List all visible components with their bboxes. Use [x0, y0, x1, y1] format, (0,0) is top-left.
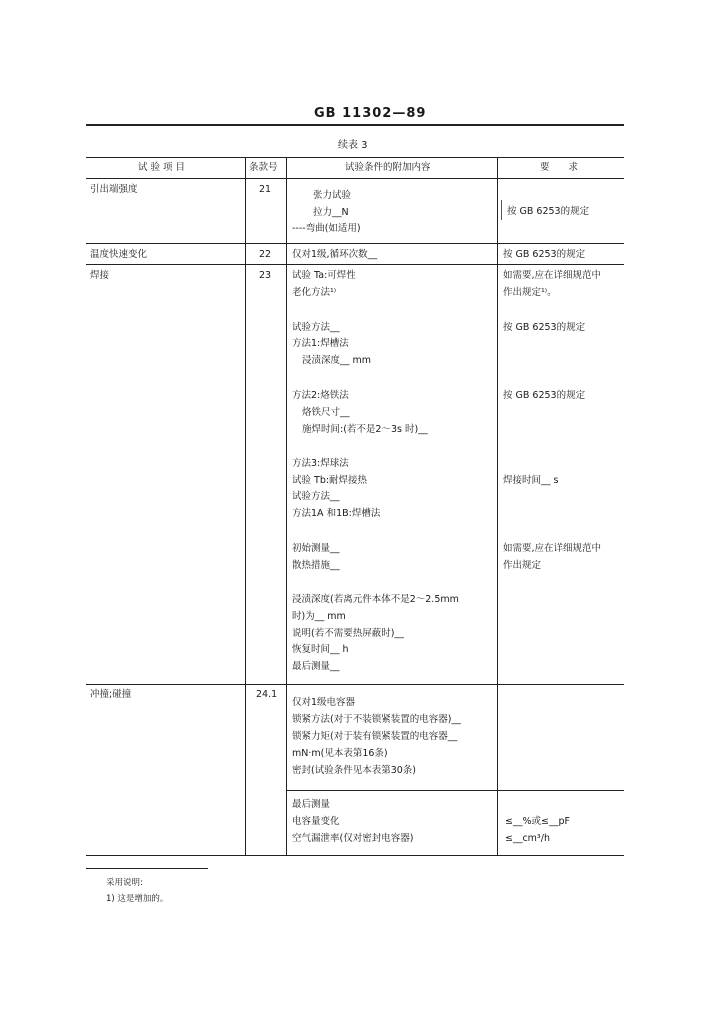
row2-cond-1: 仅对1级,循环次数__	[292, 249, 378, 260]
row3-cond-9: 方法3:焊球法	[292, 458, 349, 469]
row3-cond-19: 最后测量__	[292, 661, 340, 672]
row4-cond-6: 最后测量	[292, 799, 331, 810]
row4-cond-1: 仅对1级电容器	[292, 697, 356, 708]
row4-cond-7: 电容量变化	[292, 816, 340, 827]
row3-cond-8: 施焊时间:(若不是2～3s 时)__	[302, 424, 428, 435]
row3-cond-5: 浸渍深度__ mm	[302, 355, 372, 366]
row3-cond-10: 试验 Tb:耐焊接热	[292, 475, 368, 486]
row1-bracket	[501, 200, 505, 220]
col-divider-2	[286, 157, 287, 855]
row4-req-1: ≤__%或≤__pF	[505, 816, 570, 827]
row3-cond-13: 初始测量__	[292, 543, 340, 554]
row4-cond-5: 密封(试验条件见本表第30条)	[292, 765, 417, 776]
row3-req-4: 按 GB 6253的规定	[503, 390, 586, 401]
footnote-rule	[86, 868, 208, 869]
row4-cond-4: mN·m(见本表第16条)	[292, 748, 388, 759]
table-bottom-rule	[86, 855, 624, 856]
row3-req-3: 按 GB 6253的规定	[503, 322, 586, 333]
header-clause: 条款号	[249, 162, 278, 173]
col-divider-3	[497, 157, 498, 855]
row3-cond-18: 恢复时间__ h	[292, 644, 349, 655]
row3-req-5: 焊接时间__ s	[503, 475, 559, 486]
row3-cond-12: 方法1A 和1B:焊槽法	[292, 508, 381, 519]
row3-req-1: 如需要,应在详细规范中	[503, 270, 602, 281]
header-requirements: 要 求	[540, 162, 579, 173]
row1-cond-1: 张力试验	[313, 190, 352, 201]
row4-cond-3: 锁紧力矩(对于装有锁紧装置的电容器__	[292, 731, 458, 742]
row2-req-1: 按 GB 6253的规定	[503, 249, 586, 260]
inner-rule-row4	[286, 790, 624, 791]
row1-req-1: 按 GB 6253的规定	[507, 206, 590, 217]
row3-cond-15: 浸渍深度(若离元件本体不是2～2.5mm	[292, 594, 459, 605]
row3-req-6: 如需要,应在详细规范中	[503, 543, 602, 554]
footnote-note-1: 1) 这是增加的。	[106, 894, 169, 904]
table-caption: 续表 3	[338, 140, 368, 151]
row3-cond-6: 方法2:烙铁法	[292, 390, 349, 401]
row3-req-2: 作出规定¹⁾。	[503, 287, 557, 298]
row3-clause: 23	[259, 270, 272, 281]
row3-cond-4: 方法1:焊槽法	[292, 338, 349, 349]
row1-cond-3: ----弯曲(如适用)	[292, 223, 361, 234]
row3-cond-14: 散热措施__	[292, 560, 340, 571]
row-rule-2	[86, 264, 624, 265]
row2-item: 温度快速变化	[90, 249, 148, 260]
row4-clause: 24.1	[256, 689, 278, 700]
row-rule-3	[86, 684, 624, 685]
row3-cond-7: 烙铁尺寸__	[302, 407, 350, 418]
row3-cond-1: 试验 Ta:可焊性	[292, 270, 356, 281]
standard-number: GB 11302—89	[314, 106, 427, 121]
row4-item: 冲撞;碰撞	[90, 689, 132, 700]
row4-cond-2: 锁紧方法(对于不装锁紧装置的电容器)__	[292, 714, 461, 725]
row3-cond-2: 老化方法¹⁾	[292, 287, 337, 298]
row3-item: 焊接	[90, 270, 110, 281]
header-conditions: 试验条件的附加内容	[345, 162, 431, 173]
header-item: 试 验 项 目	[138, 162, 186, 173]
row3-cond-3: 试验方法__	[292, 322, 340, 333]
row1-clause: 21	[259, 184, 272, 195]
row1-item: 引出端强度	[90, 184, 138, 195]
footnote-title: 采用说明:	[106, 878, 143, 888]
row-rule-1	[86, 243, 624, 244]
row2-clause: 22	[259, 249, 272, 260]
row4-req-2: ≤__cm³/h	[505, 833, 550, 844]
col-divider-1	[245, 157, 246, 855]
row4-cond-8: 空气漏泄率(仅对密封电容器)	[292, 833, 414, 844]
table-top-rule	[86, 157, 624, 158]
row3-cond-11: 试验方法__	[292, 491, 340, 502]
row3-cond-16: 时)为__ mm	[292, 611, 346, 622]
row1-cond-2: 拉力__N	[313, 207, 349, 218]
row3-req-7: 作出规定	[503, 560, 542, 571]
header-bottom-rule	[86, 178, 624, 179]
row3-cond-17: 说明(若不需要热屏蔽时)__	[292, 628, 404, 639]
header-rule	[86, 124, 624, 126]
